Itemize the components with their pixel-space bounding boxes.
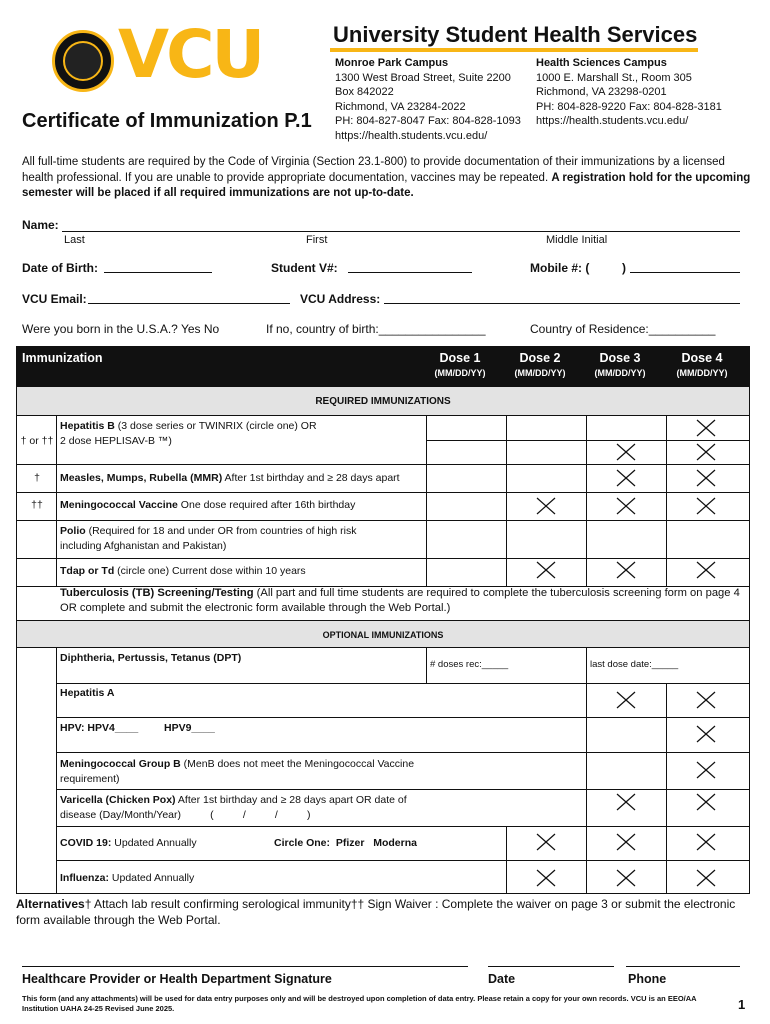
- dob-label: Date of Birth:: [22, 261, 98, 275]
- x-mark-icon: [614, 497, 638, 515]
- vaccine-note: After 1st birthday and ≥ 28 days apart OR date of: [175, 794, 407, 806]
- mobile-label: Mobile #: (: [530, 261, 590, 275]
- x-mark-icon: [614, 469, 638, 487]
- campus-name: Monroe Park Campus: [335, 57, 449, 69]
- mobile-paren-close: ): [622, 261, 626, 275]
- certificate-title: Certificate of Immunization P.1: [22, 110, 312, 132]
- x-mark-icon: [534, 869, 558, 887]
- x-mark-icon: [694, 691, 718, 709]
- alternatives-text: † Attach lab result confirming serological immunity†† Sign Waiver : Complete the waiver on page 3 or submit the electronic form available through the Web Portal.: [16, 897, 736, 927]
- required-immunizations-band: REQUIRED IMMUNIZATIONS: [16, 386, 750, 416]
- dose-column-divider: [506, 416, 507, 586]
- intro-paragraph: [22, 155, 752, 202]
- student-v-label: Student V#:: [271, 261, 338, 275]
- mobile-field[interactable]: [630, 261, 740, 273]
- campus-line: Richmond, VA 23284-2022: [335, 100, 466, 113]
- dose-column-divider: [586, 683, 587, 894]
- row-divider: [16, 492, 750, 493]
- email-field[interactable]: [88, 292, 290, 304]
- vaccine-note-line2: 2 dose HEPLISAV-B ™): [60, 435, 172, 447]
- covid-row: [60, 836, 197, 851]
- dose-format: (MM/DD/YY): [514, 368, 566, 378]
- health-sciences-campus: [536, 56, 756, 129]
- country-of-birth-field[interactable]: If no, country of birth:________________: [266, 322, 486, 336]
- x-mark-icon: [614, 691, 638, 709]
- name-field[interactable]: [62, 220, 740, 232]
- x-mark-icon: [614, 833, 638, 851]
- row-divider: [56, 683, 750, 684]
- page-title: University Student Health Services: [333, 22, 698, 47]
- vaccine-name: Influenza:: [60, 872, 109, 884]
- row-divider: [56, 826, 750, 827]
- mmr-marker: †: [34, 472, 40, 484]
- row-divider: [56, 860, 750, 861]
- campus-line: PH: 804-827-8047 Fax: 804-828-1093: [335, 115, 521, 128]
- date-label: Date: [488, 972, 516, 986]
- tb-screening-row: [60, 586, 742, 616]
- dose-column-divider: [666, 683, 667, 894]
- vaccine-name: Polio: [60, 525, 86, 537]
- row-divider: [56, 789, 750, 790]
- student-v-field[interactable]: [348, 261, 472, 273]
- meningococcal-marker: ††: [31, 499, 43, 511]
- x-mark-icon: [614, 561, 638, 579]
- immunization-column-header: Immunization: [22, 351, 103, 365]
- date-line[interactable]: [488, 966, 614, 967]
- monroe-park-campus: [335, 56, 535, 144]
- last-name-hint: Last: [64, 234, 85, 246]
- dpt-row: Diphtheria, Pertussis, Tetanus (DPT): [60, 652, 242, 664]
- vaccine-name: Meningococcal Vaccine: [60, 499, 178, 511]
- footer-disclaimer: This form (and any attachments) will be used for data entry purposes only and will be destroyed upon completion of data entry. Please retain a copy for your own records. VCU is an EEO/AA Institution UAHA 24-25 Revised June 2025.: [22, 994, 697, 1013]
- dose-column-divider: [506, 826, 507, 894]
- dob-field[interactable]: [104, 261, 212, 273]
- address-label: VCU Address:: [300, 292, 381, 306]
- x-mark-icon: [694, 725, 718, 743]
- x-mark-icon: [694, 761, 718, 779]
- vaccine-note-line2: including Afghanistan and Pakistan): [60, 540, 227, 552]
- vaccine-note: After 1st birthday and ≥ 28 days apart: [222, 472, 400, 484]
- phone-line[interactable]: [626, 966, 740, 967]
- x-mark-icon: [694, 833, 718, 851]
- dose-label: Dose 2: [519, 351, 561, 365]
- dose-label: Dose 3: [599, 351, 641, 365]
- dpt-doses-received-field[interactable]: # doses rec:_____: [430, 659, 509, 670]
- intro-text: All full-time students are required by the Code of Virginia (Section 23.1-800) to provide documentation of their immunizations by a licensed health professional. If you are unable to provide appropriate documentation, vaccines may be repeated.: [22, 156, 725, 184]
- x-mark-icon: [534, 833, 558, 851]
- intro-bold-text: A registration hold for the upcoming semester will be placed if all required immunizations are not up-to-date.: [22, 171, 751, 199]
- dose-column-divider: [666, 416, 667, 586]
- phone-label: Phone: [628, 972, 667, 986]
- campus-link[interactable]: https://health.students.vcu.edu/: [335, 129, 488, 142]
- dpt-last-dose-field[interactable]: last dose date:_____: [590, 659, 679, 670]
- vaccine-name: Measles, Mumps, Rubella (MMR): [60, 472, 223, 484]
- x-mark-icon: [614, 793, 638, 811]
- vaccine-name: Tdap or Td: [60, 565, 115, 577]
- tb-note: (All part and full time students are required to complete the tuberculosis screening form on page 4 OR complete and submit the electronic form available through the Web Portal.): [60, 587, 740, 614]
- hpv9-field[interactable]: HPV9____: [164, 722, 215, 734]
- menb-row: [60, 757, 436, 787]
- vaccine-name: Hepatitis B: [60, 420, 115, 432]
- tdap-row: [60, 564, 422, 579]
- email-label: VCU Email:: [22, 292, 87, 306]
- title-underline: [330, 48, 698, 52]
- dose-format: (MM/DD/YY): [594, 368, 646, 378]
- influenza-row: [60, 871, 194, 886]
- polio-row: [60, 524, 422, 554]
- vaccine-note: Updated Annually: [109, 872, 195, 884]
- vaccine-name: Meningococcal Group B: [60, 758, 181, 770]
- dose-2-header: [500, 351, 580, 378]
- hepatitis-a-row: Hepatitis A: [60, 687, 115, 699]
- varicella-row: [60, 793, 436, 823]
- vaccine-name: Varicella (Chicken Pox): [60, 794, 176, 806]
- marker-column-divider: [56, 416, 57, 586]
- campus-line: PH: 804-828-9220 Fax: 804-828-3181: [536, 100, 722, 113]
- vaccine-note-line2: requirement): [60, 773, 120, 785]
- address-field[interactable]: [384, 292, 740, 304]
- campus-line: Box 842022: [335, 86, 394, 99]
- dose-label: Dose 4: [681, 351, 723, 365]
- optional-immunizations-band: OPTIONAL IMMUNIZATIONS: [16, 620, 750, 648]
- optional-left-divider: [56, 648, 57, 894]
- alternatives-note: [16, 897, 750, 928]
- vaccine-note: (Required for 18 and under OR from countries of high risk: [85, 525, 357, 537]
- vaccine-name: COVID 19:: [60, 837, 112, 849]
- middle-initial-hint: Middle Initial: [546, 234, 608, 246]
- meningococcal-row: [60, 498, 422, 513]
- varicella-disease-date-field[interactable]: disease (Day/Month/Year) ( / / ): [60, 809, 311, 821]
- x-mark-icon: [534, 561, 558, 579]
- vaccine-note: (MenB does not meet the Meningococcal Vaccine: [180, 758, 415, 770]
- hepb-marker: † or ††: [20, 435, 54, 447]
- x-mark-icon: [614, 869, 638, 887]
- x-mark-icon: [694, 443, 718, 461]
- x-mark-icon: [694, 497, 718, 515]
- x-mark-icon: [694, 419, 718, 437]
- alternatives-title: Alternatives: [16, 897, 85, 911]
- vaccine-note: One dose required after 16th birthday: [177, 499, 356, 511]
- vaccine-note: Updated Annually: [111, 837, 197, 849]
- x-mark-icon: [694, 793, 718, 811]
- row-divider: [16, 520, 750, 521]
- table-border-bottom: [16, 893, 750, 894]
- born-usa-question[interactable]: Were you born in the U.S.A.? Yes No: [22, 322, 220, 336]
- x-mark-icon: [694, 869, 718, 887]
- x-mark-icon: [694, 561, 718, 579]
- signature-label: Healthcare Provider or Health Department Signature: [22, 972, 332, 986]
- x-mark-icon: [614, 443, 638, 461]
- immunization-table-header: [16, 346, 750, 386]
- hepb-split-divider: [426, 440, 750, 441]
- page-number: 1: [738, 997, 746, 1012]
- dose-3-header: [580, 351, 660, 378]
- dose-format: (MM/DD/YY): [676, 368, 728, 378]
- dose-1-header: [420, 351, 500, 378]
- mmr-row: [60, 471, 422, 486]
- dpt-divider: [426, 648, 427, 683]
- dose-column-divider: [586, 416, 587, 586]
- dose-label: Dose 1: [439, 351, 481, 365]
- row-divider: [56, 752, 750, 753]
- row-divider: [16, 464, 750, 465]
- vcu-seal-logo: [52, 30, 114, 92]
- name-label: Name:: [22, 218, 59, 232]
- dose-format: (MM/DD/YY): [434, 368, 486, 378]
- campus-name: Health Sciences Campus: [536, 57, 667, 69]
- x-mark-icon: [534, 497, 558, 515]
- country-of-residence-field[interactable]: Country of Residence:__________: [530, 322, 716, 336]
- hepatitis-b-row: [60, 419, 422, 449]
- covid-manufacturer-choice[interactable]: Circle One: Pfizer Moderna: [274, 837, 417, 849]
- dose-4-header: [662, 351, 742, 378]
- dpt-divider: [586, 648, 587, 683]
- signature-line[interactable]: [22, 966, 468, 967]
- campus-line: 1000 E. Marshall St., Room 305: [536, 71, 692, 84]
- vaccine-note: (3 dose series or TWINRIX (circle one) OR: [114, 420, 317, 432]
- vcu-logo: VCU: [118, 16, 263, 93]
- row-divider: [16, 558, 750, 559]
- dose-column-divider: [426, 416, 427, 586]
- vaccine-note: (circle one) Current dose within 10 years: [114, 565, 306, 577]
- x-mark-icon: [694, 469, 718, 487]
- campus-link[interactable]: https://health.students.vcu.edu/: [536, 115, 689, 128]
- row-divider: [56, 717, 750, 718]
- campus-line: 1300 West Broad Street, Suite 2200: [335, 71, 511, 84]
- first-name-hint: First: [306, 234, 328, 246]
- tb-title: Tuberculosis (TB) Screening/Testing: [60, 587, 254, 599]
- hpv4-field[interactable]: HPV: HPV4____: [60, 722, 139, 734]
- campus-line: Richmond, VA 23298-0201: [536, 86, 667, 99]
